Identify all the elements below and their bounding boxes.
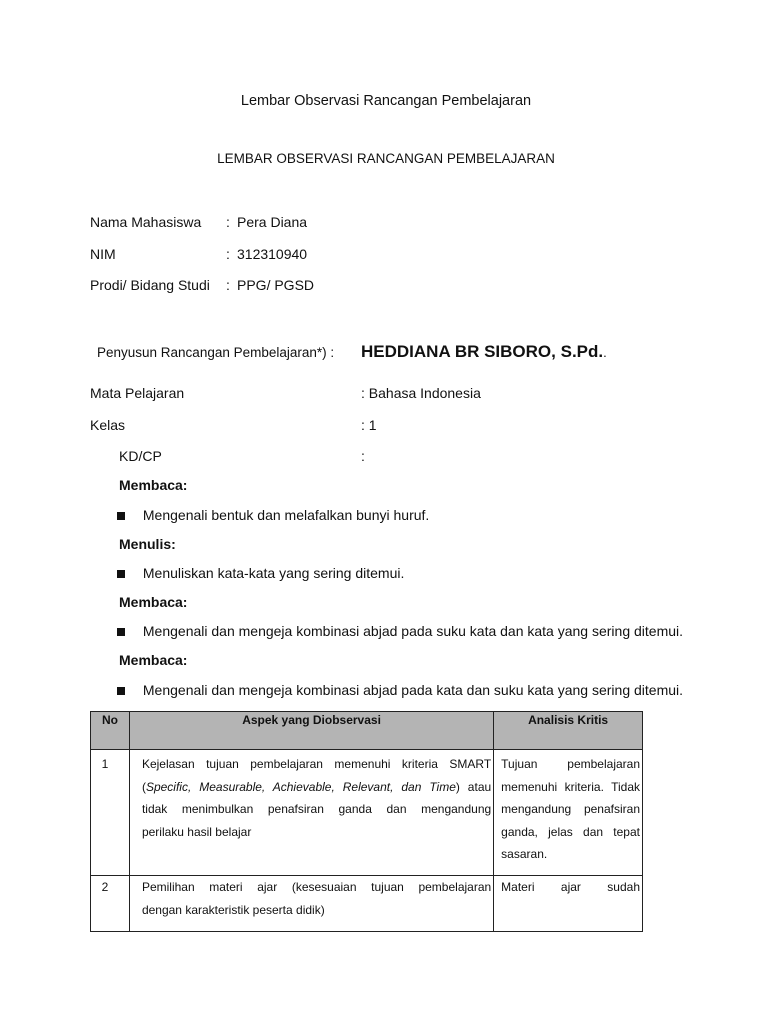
analysis-line: ganda, jelas dan tepat xyxy=(501,824,640,839)
competency-item xyxy=(117,682,683,698)
row-number: 2 xyxy=(101,880,109,894)
competency-heading: Membaca: xyxy=(119,477,188,493)
prodi-colon: : xyxy=(226,277,230,293)
subject-value: : Bahasa Indonesia xyxy=(361,385,481,401)
analysis-line: mengandung penafsiran xyxy=(501,802,640,816)
competency-text: Menuliskan kata-kata yang sering ditemui. xyxy=(142,565,405,581)
table-row xyxy=(91,876,643,932)
analysis-line: Materi ajar sudah xyxy=(501,880,640,894)
aspect-line: Kejelasan tujuan pembelajaran memenuhi kriteria SMART xyxy=(141,757,492,771)
class-label: Kelas xyxy=(90,417,126,433)
author-name: HEDDIANA BR SIBORO, S.Pd. xyxy=(361,342,604,361)
analysis-cell xyxy=(494,876,643,932)
table-row xyxy=(91,750,643,876)
analysis-cell xyxy=(494,750,643,876)
author-value xyxy=(361,342,607,362)
analysis-line: Tujuan pembelajaran xyxy=(501,757,640,771)
row-number-cell xyxy=(91,750,130,876)
author-suffix: . xyxy=(603,345,607,360)
name-colon: : xyxy=(226,214,230,230)
document-title: Lembar Observasi Rancangan Pembelajaran xyxy=(240,93,532,109)
aspect-line: (Specific, Measurable, Achievable, Relevant, dan Time) atau xyxy=(141,779,492,794)
analysis-line: sasaran. xyxy=(501,847,548,861)
competency-text: Mengenali dan mengeja kombinasi abjad pada suku kata dan kata yang sering ditemui. xyxy=(142,623,684,639)
author-label: Penyusun Rancangan Pembelajaran*) : xyxy=(97,345,335,360)
table-header-row xyxy=(91,712,643,750)
document-subtitle: LEMBAR OBSERVASI RANCANGAN PEMBELAJARAN xyxy=(217,151,555,166)
square-bullet-icon xyxy=(117,628,125,636)
competency-text: Mengenali dan mengeja kombinasi abjad pada kata dan suku kata yang sering ditemui. xyxy=(142,682,684,698)
competency-item xyxy=(117,565,404,581)
row-number: 1 xyxy=(101,757,109,771)
class-value: : 1 xyxy=(361,417,377,433)
competency-heading: Membaca: xyxy=(119,652,188,668)
header-analysis: Analisis Kritis xyxy=(494,712,643,750)
aspect-cell xyxy=(129,876,493,932)
square-bullet-icon xyxy=(117,570,125,578)
aspect-line: Pemilihan materi ajar (kesesuaian tujuan pembelajaran xyxy=(141,880,492,894)
competency-heading: Membaca: xyxy=(119,594,188,610)
analysis-line: memenuhi kriteria. Tidak xyxy=(501,779,640,794)
row-number-cell xyxy=(91,876,130,932)
prodi-value: PPG/ PGSD xyxy=(237,277,315,293)
aspect-line: perilaku hasil belajar xyxy=(141,824,252,839)
subject-label: Mata Pelajaran xyxy=(90,385,185,401)
header-aspect: Aspek yang Diobservasi xyxy=(129,712,493,750)
competency-heading: Menulis: xyxy=(119,536,176,552)
observation-table xyxy=(90,711,643,932)
square-bullet-icon xyxy=(117,512,125,520)
nim-value: 312310940 xyxy=(237,246,308,262)
nim-colon: : xyxy=(226,246,230,262)
header-no: No xyxy=(91,712,130,750)
competency-item xyxy=(117,623,683,639)
prodi-label: Prodi/ Bidang Studi xyxy=(90,277,210,293)
square-bullet-icon xyxy=(117,687,125,695)
competency-text: Mengenali bentuk dan melafalkan bunyi huruf. xyxy=(142,507,430,523)
aspect-cell xyxy=(129,750,493,876)
aspect-line: dengan karakteristik peserta didik) xyxy=(141,902,325,917)
name-value: Pera Diana xyxy=(237,214,308,230)
kdcp-label: KD/CP xyxy=(119,448,162,464)
aspect-line: tidak menimbulkan penafsiran ganda dan mengandung xyxy=(141,802,492,816)
name-label: Nama Mahasiswa xyxy=(90,214,202,230)
nim-label: NIM xyxy=(90,246,116,262)
kdcp-value: : xyxy=(361,448,365,464)
competency-item xyxy=(117,507,429,523)
